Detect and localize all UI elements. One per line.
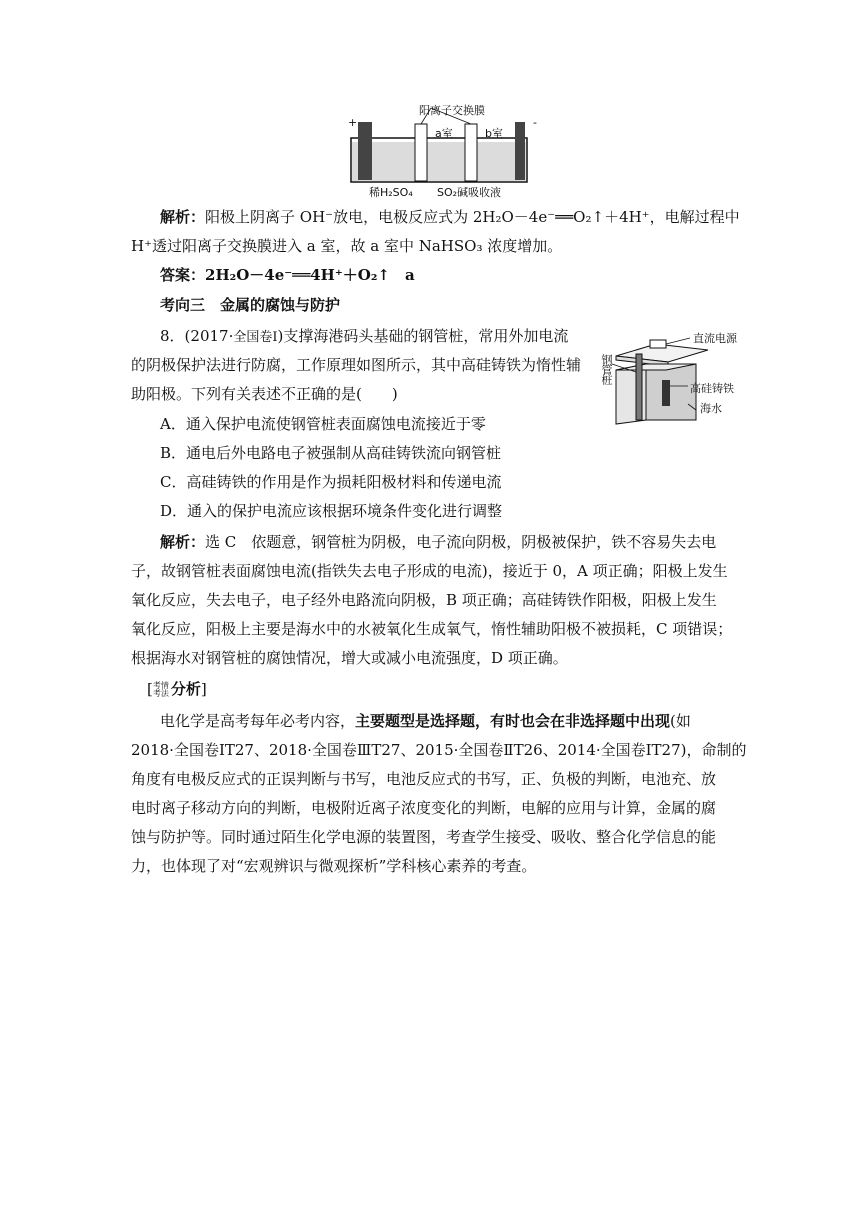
analysis-para-line-4: 电时离子移动方向的判断，电极附近离子浓度变化的判断，电解的应用与计算，金属的腐 [131,799,717,817]
q8-analysis-line-3: 氧化反应，失去电子，电子经外电路流向阴极，B 项正确；高硅铸铁作阳极，阳极上发生 [131,591,717,609]
iron-label: 高硅铸铁 [690,382,734,395]
plus-sign: + [348,116,358,129]
para-paren: (如 [670,712,691,730]
q8-stem-line-1 [160,325,590,349]
analysis-para-line-3: 角度有电极反应式的正误判断与书写，电池反应式的书写，正、负极的判断，电池充、放 [131,770,717,788]
option-a: A．通入保护电流使钢管桩表面腐蚀电流接近于零 [160,415,486,433]
q8-stem-line-2: 的阴极保护法进行防腐，工作原理如图所示，其中高硅铸铁为惰性辅 [131,356,582,374]
electrolysis-cell-figure [345,100,545,200]
tag-bracket-left: [ [147,680,153,698]
section-title: 考向三 金属的腐蚀与防护 [160,296,341,314]
q8-analysis-line-1 [160,531,731,553]
tag-title: 分析 [170,680,201,698]
minus-sign: - [533,116,537,129]
cathodic-protection-figure [598,326,748,426]
room-b-label: b室 [485,127,503,140]
analysis-para-line-1 [160,710,731,732]
pile-label: 钢管桩 [600,354,613,384]
analysis-text: 阳极上阴离子 OH⁻放电，电极反应式为 2H₂O－4e⁻══O₂↑＋4H⁺，电解过程中 [205,208,740,226]
answer-label: 答案： [160,266,206,284]
analysis-label: 解析： [160,208,206,226]
analysis-section-tag [147,678,207,699]
analysis-para-line-5: 蚀与防护等。同时通过陌生化学电源的装置图，考查学生接受、吸收、整合化学信息的能 [131,828,717,846]
q8-analysis-line-4: 氧化反应，阳极上主要是海水中的水被氧化生成氧气，惰性辅助阳极不被损耗，C 项错误； [131,620,733,638]
option-b: B．通电后外电路电子被强制从高硅铸铁流向钢管桩 [160,444,502,462]
para-intro: 电化学是高考每年必考内容， [160,712,356,730]
q8-analysis-line-2: 子，故钢管桩表面腐蚀电流(指铁失去电子形成的电流)，接近于 0，A 项正确；阳极上发生 [131,562,728,580]
option-c: C．高硅铸铁的作用是作为损耗阳极材料和传递电流 [160,473,502,491]
para-bold: 主要题型是选择题，有时也会在非选择题中出现 [355,712,671,730]
q8-analysis-text: 选 C 依题意，钢管桩为阴极，电子流向阴极，阴极被保护，铁不容易失去电 [205,533,717,551]
q7-analysis-line-2: H⁺透过阳离子交换膜进入 a 室，故 a 室中 NaHSO₃ 浓度增加。 [131,237,563,255]
q7-answer-line [160,264,731,286]
analysis-para-line-6: 力，也体现了对“宏观辨识与微观探析”学科核心素养的考查。 [131,857,537,875]
q8-exam-label: 全国卷Ⅰ [233,330,278,345]
left-solution-label: 稀H₂SO₄ [369,186,413,199]
q8-stem-number: 8．(2017· [160,327,234,345]
power-label: 直流电源 [693,332,737,345]
tag-small-text [153,682,169,698]
q8-stem-text: )支撑海港码头基础的钢管桩，常用外加电流 [277,327,569,345]
analysis-para-line-2: 2018·全国卷ⅠT27、2018·全国卷ⅢT27、2015·全国卷ⅡT26、2014·全国卷ⅠT27)，命制的 [131,741,747,759]
q8-analysis-line-5: 根据海水对钢管桩的腐蚀情况，增大或减小电流强度，D 项正确。 [131,649,568,667]
q7-analysis-line-1 [160,206,740,228]
tag-bracket-right: ] [200,680,207,698]
tag-small-2: 考法 [152,689,169,698]
right-solution-label: SO₂碱吸收液 [437,186,502,199]
tag-small-1: 考情 [152,681,169,690]
answer-text: 2H₂O－4e⁻══4H⁺＋O₂↑ a [205,266,415,284]
membrane-label: 阳离子交换膜 [419,104,485,117]
option-d: D．通入的保护电流应该根据环境条件变化进行调整 [160,502,503,520]
room-a-label: a室 [435,127,453,140]
q8-stem-line-3: 助阳极。下列有关表述不正确的是( ) [131,385,398,403]
q8-analysis-label: 解析： [160,533,206,551]
sea-label: 海水 [700,402,722,415]
